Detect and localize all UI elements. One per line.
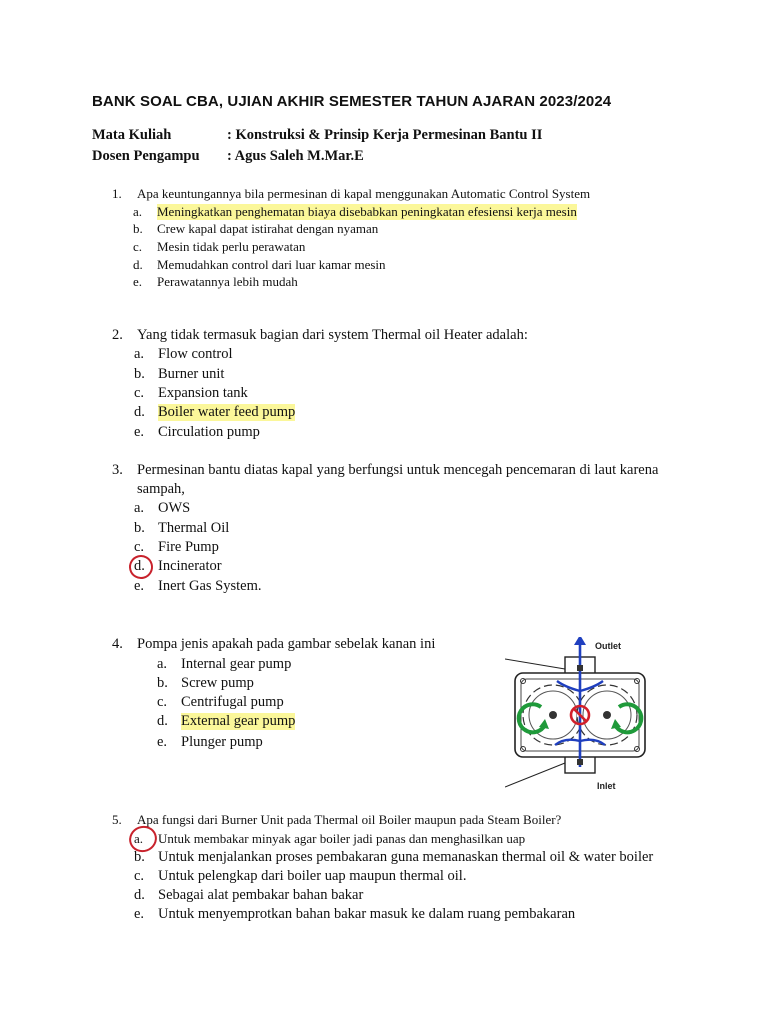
option-letter: d. [134, 887, 145, 903]
course-value: : Konstruksi & Prinsip Kerja Permesinan Bantu II [227, 127, 543, 143]
external-gear-pump-figure [505, 637, 655, 802]
option-text: Untuk membakar minyak agar boiler jadi panas dan menghasilkan uap [158, 831, 526, 846]
option-text: Plunger pump [181, 734, 263, 750]
option-text: Perawatannya lebih mudah [157, 274, 298, 289]
option-letter: a. [157, 656, 168, 672]
option-letter: b. [134, 520, 145, 536]
lecturer-label: Dosen Pengampu [92, 148, 200, 164]
question-text: Apa keuntungannya bila permesinan di kapal menggunakan Automatic Control System [137, 186, 591, 201]
option-letter: a. [134, 346, 145, 362]
question-text: Apa fungsi dari Burner Unit pada Thermal oil Boiler maupun pada Steam Boiler? [137, 812, 562, 827]
lecturer-row [92, 148, 364, 165]
leader-line [505, 659, 565, 669]
question-number: 5. [112, 812, 122, 827]
option-text-highlighted: Boiler water feed pump [158, 404, 296, 420]
option-text: Centrifugal pump [181, 694, 284, 710]
option-text: Screw pump [181, 675, 254, 691]
port-marker [577, 759, 583, 765]
left-gear [523, 685, 583, 745]
inlet-label: Inlet [597, 781, 616, 791]
option-letter: a. [133, 204, 143, 219]
question-text: Pompa jenis apakah pada gambar sebelak kanan ini [137, 636, 436, 652]
option-text: Internal gear pump [181, 656, 292, 672]
outlet-label: Outlet [595, 641, 621, 651]
option-text: Untuk menjalankan proses pembakaran guna memanaskan thermal oil & water boiler [158, 849, 654, 865]
option-text: Inert Gas System. [158, 578, 262, 594]
right-gear [577, 685, 637, 745]
arrowhead-icon [574, 637, 586, 645]
document-title: BANK SOAL CBA, UJIAN AKHIR SEMESTER TAHUN AJARAN 2023/2024 [92, 93, 612, 110]
port-marker [577, 665, 583, 671]
option-letter: e. [133, 274, 143, 289]
question-text: Permesinan bantu diatas kapal yang berfungsi untuk mencegah pencemaran di laut karena [137, 462, 659, 478]
option-letter: e. [134, 906, 145, 922]
question-number: 3. [112, 462, 123, 478]
option-text: Thermal Oil [158, 520, 230, 536]
option-letter: c. [134, 539, 145, 555]
option-text: Flow control [158, 346, 233, 362]
leader-line [505, 763, 565, 787]
option-letter: b. [133, 221, 143, 236]
question-text: Yang tidak termasuk bagian dari system Thermal oil Heater adalah: [137, 327, 528, 343]
course-row [92, 127, 542, 144]
course-label: Mata Kuliah [92, 127, 172, 143]
option-letter: d. [134, 558, 145, 574]
question-text-continued: sampah, [137, 481, 185, 497]
option-text: Circulation pump [158, 424, 260, 440]
option-text: Fire Pump [158, 539, 219, 555]
option-letter: b. [157, 675, 168, 691]
option-text: Untuk menyemprotkan bahan bakar masuk ke dalam ruang pembakaran [158, 906, 576, 922]
option-text: Sebagai alat pembakar bahan bakar [158, 887, 364, 903]
option-text: Burner unit [158, 366, 225, 382]
option-letter: b. [134, 849, 145, 865]
question-number: 1. [112, 186, 122, 201]
option-letter: a. [134, 500, 145, 516]
option-text-highlighted: Meningkatkan penghematan biaya disebabkan peningkatan efesiensi kerja mesin [157, 204, 577, 219]
option-letter: d. [133, 257, 143, 272]
option-letter: e. [134, 578, 145, 594]
gear-pump-diagram [505, 637, 655, 797]
option-text: Mesin tidak perlu perawatan [157, 239, 306, 254]
option-letter: c. [157, 694, 168, 710]
option-letter: d. [157, 713, 168, 729]
option-letter: a. [134, 831, 144, 846]
option-letter: d. [134, 404, 145, 420]
option-text: Expansion tank [158, 385, 248, 401]
option-letter: c. [133, 239, 143, 254]
lecturer-value: : Agus Saleh M.Mar.E [227, 148, 364, 164]
option-text-highlighted: External gear pump [181, 713, 296, 729]
option-letter: e. [157, 734, 168, 750]
question-number: 2. [112, 327, 123, 343]
option-letter: c. [134, 385, 145, 401]
option-text: Crew kapal dapat istirahat dengan nyaman [157, 221, 379, 236]
option-text: OWS [158, 500, 191, 516]
option-text: Untuk pelengkap dari boiler uap maupun thermal oil. [158, 868, 467, 884]
option-text: Memudahkan control dari luar kamar mesin [157, 257, 386, 272]
option-letter: b. [134, 366, 145, 382]
option-letter: e. [134, 424, 145, 440]
option-text: Incinerator [158, 558, 222, 574]
option-letter: c. [134, 868, 145, 884]
question-number: 4. [112, 636, 123, 652]
